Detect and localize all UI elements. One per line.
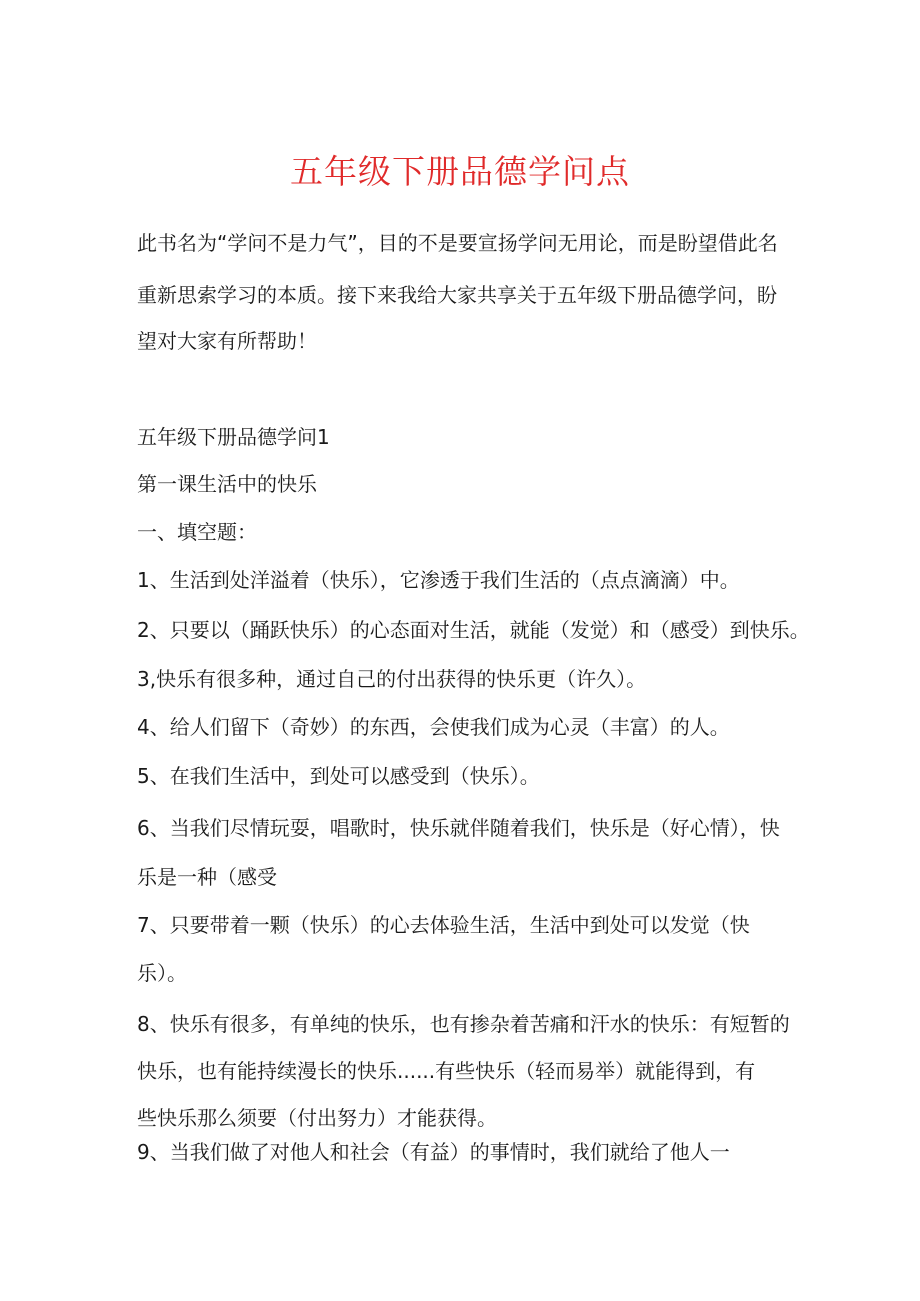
list-item: 快乐，也有能持续漫长的快乐......有些快乐（轻而易举）就能得到，有 — [137, 1059, 756, 1083]
list-item: 些快乐那么须要（付出努力）才能获得。 — [137, 1106, 497, 1130]
list-item: 1、生活到处洋溢着（快乐），它渗透于我们生活的（点点滴滴）中。 — [137, 568, 740, 592]
intro-line: 重新思索学习的本质。接下来我给大家共享关于五年级下册品德学问，盼 — [137, 283, 777, 307]
list-item: 3,快乐有很多种，通过自己的付出获得的快乐更（许久）。 — [137, 667, 647, 691]
part-heading: 一、填空题： — [137, 520, 257, 544]
list-item: 5、在我们生活中，到处可以感受到（快乐）。 — [137, 764, 540, 788]
list-item: 7、只要带着一颗（快乐）的心去体验生活，生活中到处可以发觉（快 — [137, 913, 750, 937]
document-title: 五年级下册品德学问点 — [290, 152, 630, 191]
section-heading: 五年级下册品德学问1 — [137, 425, 330, 449]
list-item: 6、当我们尽情玩耍，唱歌时，快乐就伴随着我们，快乐是（好心情），快 — [137, 816, 780, 840]
intro-line: 望对大家有所帮助！ — [137, 329, 317, 353]
list-item: 9、当我们做了对他人和社会（有益）的事情时，我们就给了他人一 — [137, 1140, 730, 1164]
list-item: 4、给人们留下（奇妙）的东西，会使我们成为心灵（丰富）的人。 — [137, 715, 730, 739]
lesson-heading: 第一课生活中的快乐 — [137, 472, 317, 496]
list-item: 乐是一种（感受 — [137, 865, 277, 889]
intro-line: 此书名为“学问不是力气”，目的不是要宣扬学问无用论，而是盼望借此名 — [137, 231, 778, 255]
list-item: 8、快乐有很多，有单纯的快乐，也有掺杂着苦痛和汗水的快乐：有短暂的 — [137, 1012, 790, 1036]
list-item: 乐）。 — [137, 961, 187, 985]
list-item: 2、只要以（踊跃快乐）的心态面对生活，就能（发觉）和（感受）到快乐。 — [137, 618, 810, 642]
